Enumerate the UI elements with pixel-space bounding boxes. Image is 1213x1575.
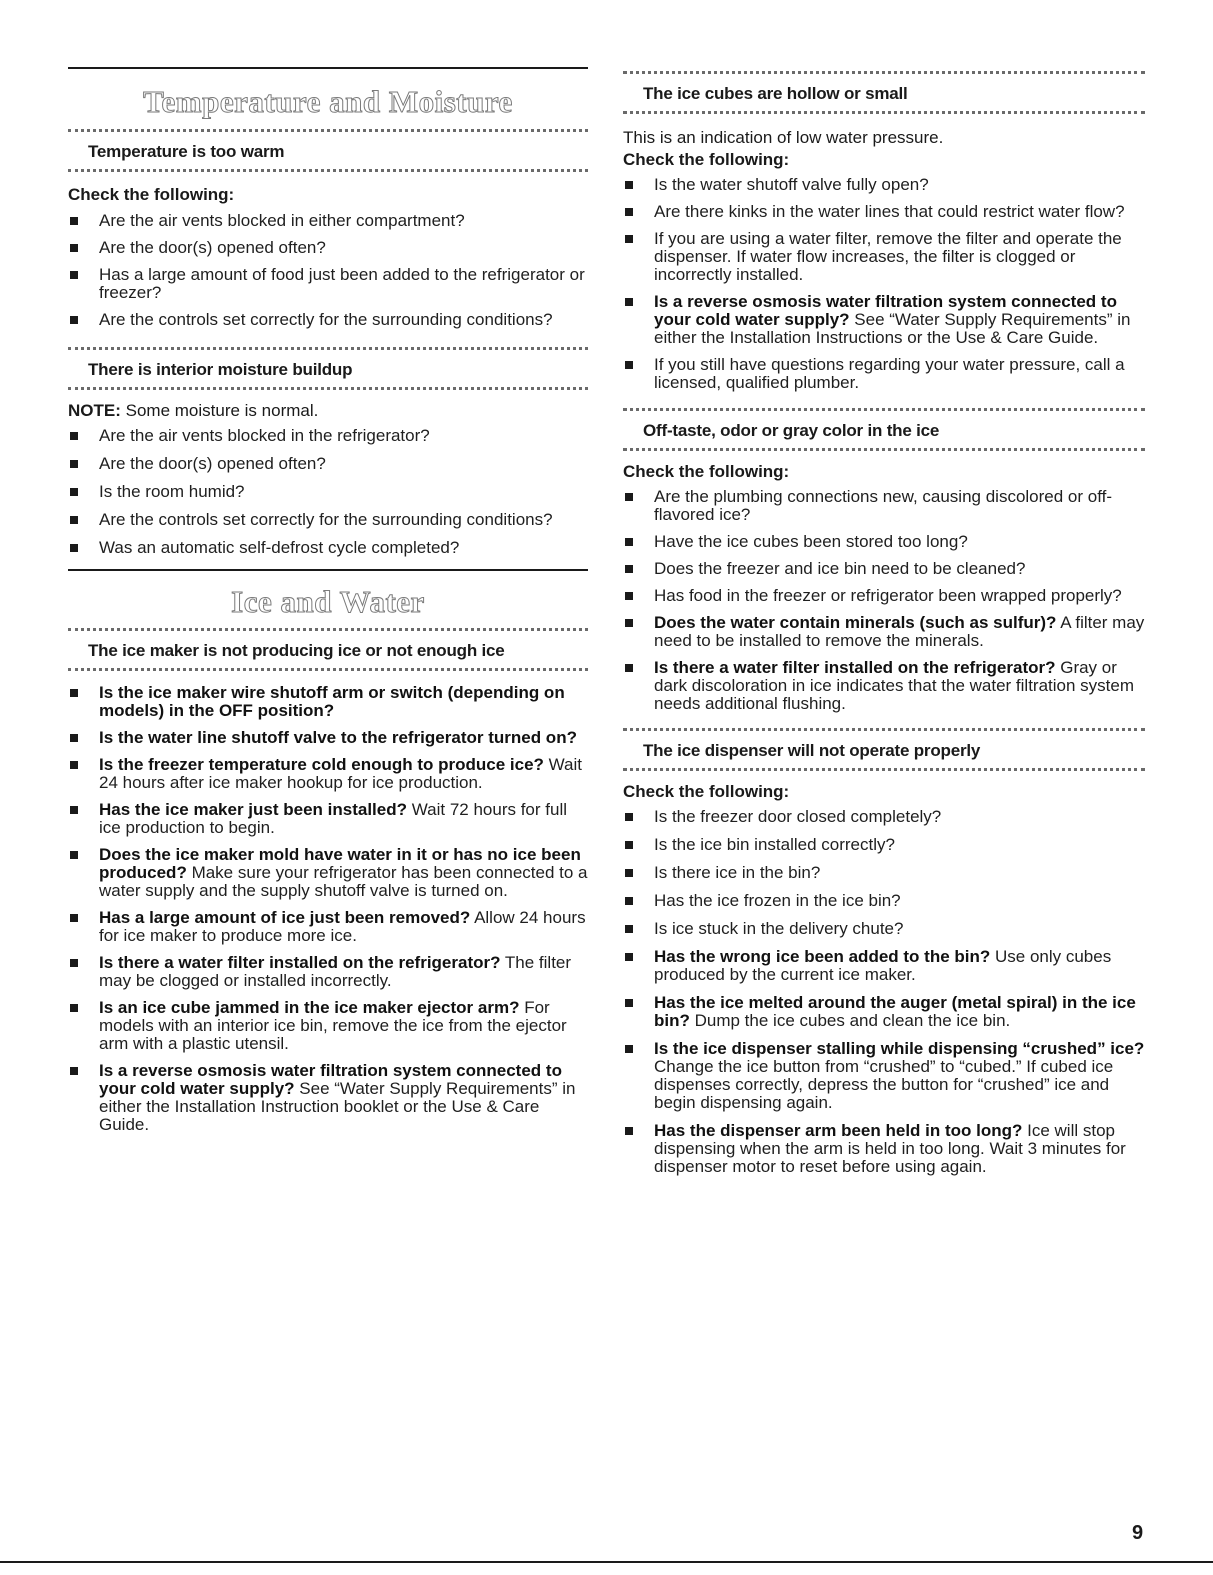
list-item: Does the ice maker mold have water in it or has no ice been produced? Make sure your refrigerator has been connected to a water supply and the supply shutoff valve is turned on.	[68, 846, 588, 900]
bullet-icon	[625, 592, 633, 600]
list-item: Are the controls set correctly for the surrounding conditions?	[68, 311, 588, 329]
list-item: Has food in the freezer or refrigerator been wrapped properly?	[623, 587, 1145, 605]
bullet-icon	[625, 869, 633, 877]
bullet-icon	[70, 914, 78, 922]
intro-text: This is an indication of low water pressure.	[623, 128, 944, 147]
bullet-icon	[70, 244, 78, 252]
list-item: Are the air vents blocked in the refrigerator?	[68, 427, 588, 445]
bullet-icon	[70, 806, 78, 814]
bullet-icon	[70, 217, 78, 225]
list-item: Has the wrong ice been added to the bin? Use only cubes produced by the current ice maker.	[623, 948, 1145, 984]
list-item: Is the ice bin installed correctly?	[623, 836, 1145, 854]
bullet-icon	[625, 925, 633, 933]
problem-heading-off-taste: Off-taste, odor or gray color in the ice	[643, 421, 940, 440]
bullet-icon	[70, 460, 78, 468]
section-title-ice-water: Ice and Water	[231, 584, 425, 619]
bullet-icon	[70, 1067, 78, 1075]
bullet-icon	[625, 493, 633, 501]
bullet-icon	[625, 565, 633, 573]
bullet-icon	[70, 544, 78, 552]
list-item: Is the room humid?	[68, 483, 588, 501]
check-following-label: Check the following:	[623, 462, 790, 481]
checklist	[68, 684, 588, 1134]
bullet-icon	[625, 208, 633, 216]
bullet-icon	[625, 619, 633, 627]
problem-heading-dispenser: The ice dispenser will not operate properly	[643, 741, 981, 760]
page-number: 9	[1132, 1522, 1144, 1544]
bullet-icon	[70, 488, 78, 496]
list-item: Is there ice in the bin?	[623, 864, 1145, 882]
left-column	[68, 0, 588, 1134]
problem-heading-ice-maker: The ice maker is not producing ice or not enough ice	[88, 641, 505, 660]
checklist	[623, 176, 1145, 392]
list-item: Has the ice frozen in the ice bin?	[623, 892, 1145, 910]
bullet-icon	[625, 361, 633, 369]
bullet-icon	[625, 181, 633, 189]
list-item: Is there a water filter installed on the refrigerator? The filter may be clogged or installed incorrectly.	[68, 954, 588, 990]
checklist	[68, 212, 588, 329]
bullet-icon	[70, 516, 78, 524]
list-item: Is the water shutoff valve fully open?	[623, 176, 1145, 194]
bullet-icon	[70, 734, 78, 742]
problem-heading-too-warm: Temperature is too warm	[88, 142, 285, 161]
list-item: Are the door(s) opened often?	[68, 239, 588, 257]
check-following-label: Check the following:	[623, 150, 790, 169]
bullet-icon	[625, 841, 633, 849]
footer-rule	[0, 1561, 1213, 1563]
checklist	[68, 427, 588, 557]
list-item: Is an ice cube jammed in the ice maker ejector arm? For models with an interior ice bin, remove the ice from the ejector arm with a plastic utensil.	[68, 999, 588, 1053]
bullet-icon	[625, 664, 633, 672]
bullet-icon	[70, 1004, 78, 1012]
bullet-icon	[625, 298, 633, 306]
bullet-icon	[625, 953, 633, 961]
note: NOTE: Some moisture is normal.	[68, 401, 319, 420]
list-item: Has the ice maker just been installed? Wait 72 hours for full ice production to begin.	[68, 801, 588, 837]
right-column	[623, 0, 1145, 1176]
list-item: Is the ice dispenser stalling while dispensing “crushed” ice? Change the ice button from “crushed” to “cubed.” If cubed ice dispenses correctly, depress the button for “crushed” ice and begin dispensing again.	[623, 1040, 1145, 1112]
list-item: Are the controls set correctly for the surrounding conditions?	[68, 511, 588, 529]
list-item: Has the dispenser arm been held in too long? Ice will stop dispensing when the arm is held in too long. Wait 3 minutes for dispenser motor to reset before using again.	[623, 1122, 1145, 1176]
bullet-icon	[70, 432, 78, 440]
check-following-label: Check the following:	[623, 782, 790, 801]
bullet-icon	[625, 1045, 633, 1053]
bullet-icon	[625, 1127, 633, 1135]
check-following-label: Check the following:	[68, 185, 235, 204]
checklist	[623, 488, 1145, 713]
list-item: Is a reverse osmosis water filtration system connected to your cold water supply? See “Water Supply Requirements” in either the Installation Instruction booklet or the Use & Care Guide.	[68, 1062, 588, 1134]
list-item: Has a large amount of food just been added to the refrigerator or freezer?	[68, 266, 588, 302]
list-item: Are the plumbing connections new, causing discolored or off-flavored ice?	[623, 488, 1145, 524]
bullet-icon	[70, 689, 78, 697]
problem-heading-hollow-cubes: The ice cubes are hollow or small	[643, 84, 908, 103]
list-item: Are there kinks in the water lines that could restrict water flow?	[623, 203, 1145, 221]
list-item: Is the freezer temperature cold enough to produce ice? Wait 24 hours after ice maker hookup for ice production.	[68, 756, 588, 792]
bullet-icon	[70, 959, 78, 967]
bullet-icon	[625, 999, 633, 1007]
list-item: If you still have questions regarding your water pressure, call a licensed, qualified plumber.	[623, 356, 1145, 392]
bullet-icon	[70, 316, 78, 324]
list-item: Is a reverse osmosis water filtration system connected to your cold water supply? See “Water Supply Requirements” in either the Installation Instructions or the Use & Care Guide.	[623, 293, 1145, 347]
list-item: Has a large amount of ice just been removed? Allow 24 hours for ice maker to produce more ice.	[68, 909, 588, 945]
list-item: Is the freezer door closed completely?	[623, 808, 1145, 826]
checklist	[623, 808, 1145, 1176]
bullet-icon	[70, 271, 78, 279]
bullet-icon	[625, 235, 633, 243]
list-item: Is the water line shutoff valve to the refrigerator turned on?	[68, 729, 588, 747]
bullet-icon	[625, 538, 633, 546]
list-item: Is the ice maker wire shutoff arm or switch (depending on models) in the OFF position?	[68, 684, 588, 720]
problem-heading-moisture-buildup: There is interior moisture buildup	[88, 360, 353, 379]
list-item: Does the water contain minerals (such as sulfur)? A filter may need to be installed to remove the minerals.	[623, 614, 1145, 650]
list-item: Is there a water filter installed on the refrigerator? Gray or dark discoloration in ice indicates that the water filtration system needs additional flushing.	[623, 659, 1145, 713]
section-title-temperature-moisture: Temperature and Moisture	[143, 84, 513, 119]
list-item: If you are using a water filter, remove the filter and operate the dispenser. If water flow increases, the filter is clogged or incorrectly installed.	[623, 230, 1145, 284]
list-item: Does the freezer and ice bin need to be cleaned?	[623, 560, 1145, 578]
list-item: Have the ice cubes been stored too long?	[623, 533, 1145, 551]
list-item: Is ice stuck in the delivery chute?	[623, 920, 1145, 938]
bullet-icon	[70, 851, 78, 859]
list-item: Was an automatic self-defrost cycle completed?	[68, 539, 588, 557]
list-item: Has the ice melted around the auger (metal spiral) in the ice bin? Dump the ice cubes and clean the ice bin.	[623, 994, 1145, 1030]
bullet-icon	[625, 897, 633, 905]
list-item: Are the door(s) opened often?	[68, 455, 588, 473]
bullet-icon	[70, 761, 78, 769]
bullet-icon	[625, 813, 633, 821]
list-item: Are the air vents blocked in either compartment?	[68, 212, 588, 230]
